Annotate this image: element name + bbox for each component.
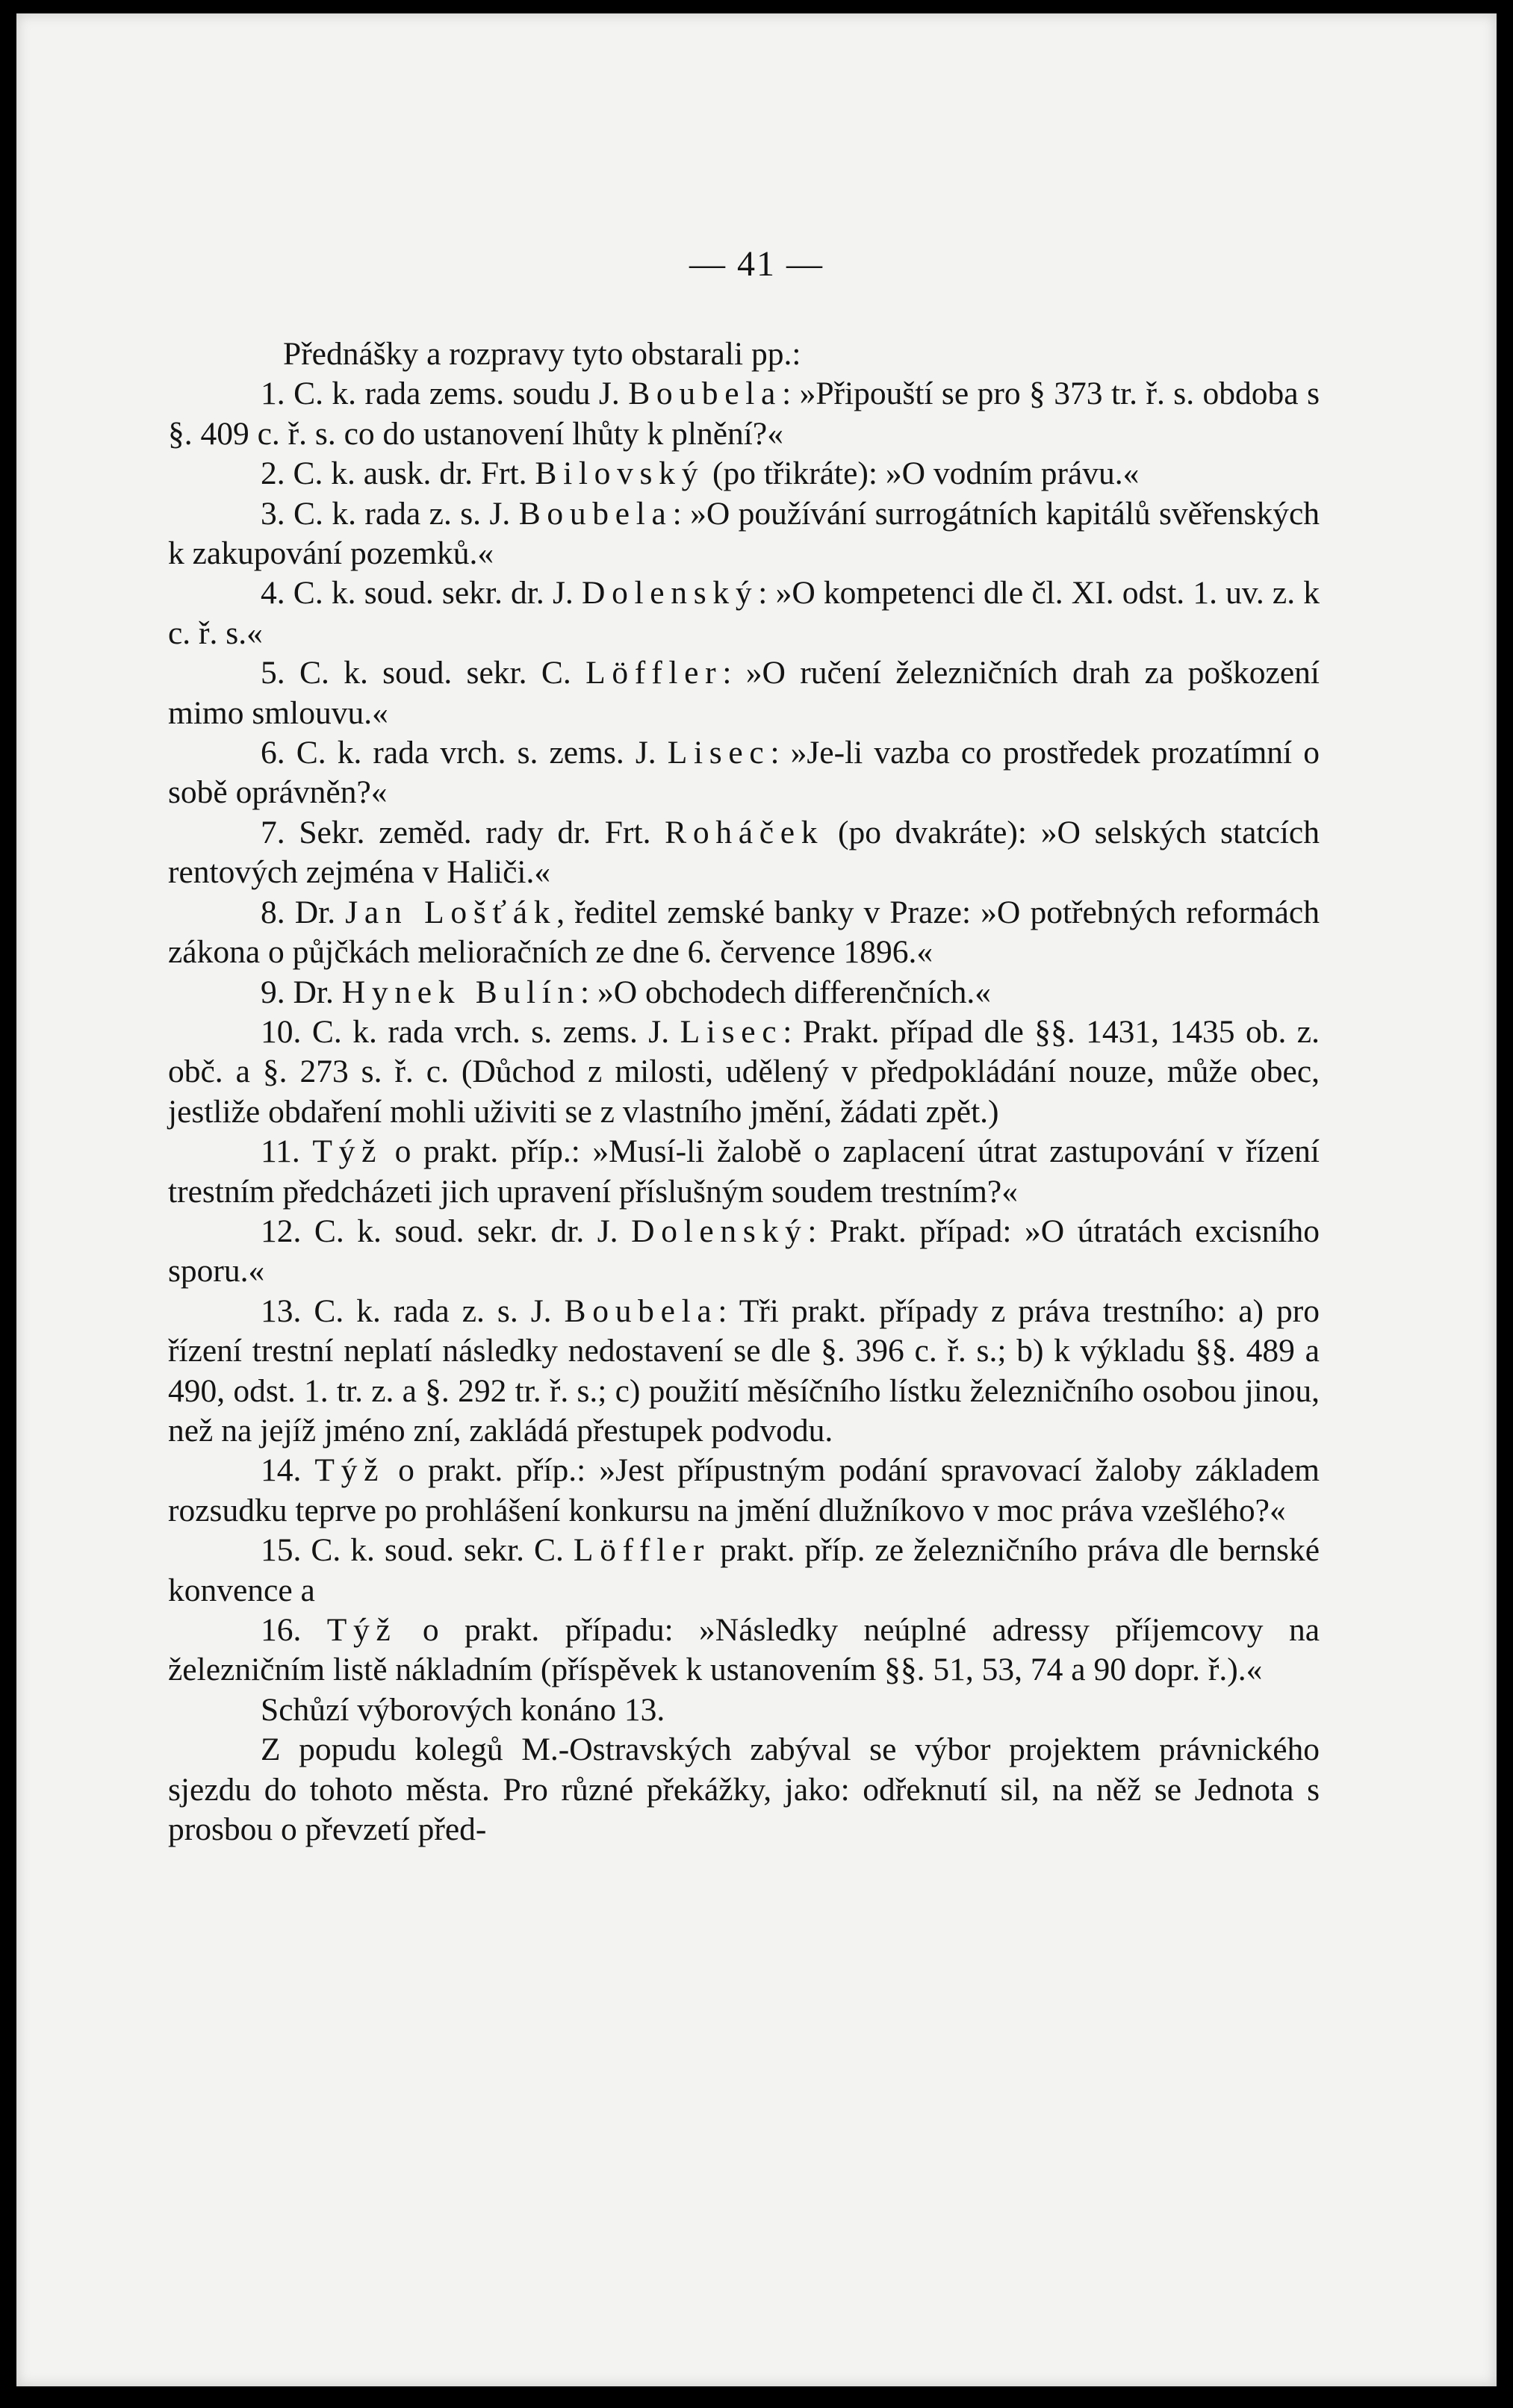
lecturer-name: Hynek Bulín — [341, 974, 580, 1010]
lecture-item-text: : »O ručení železničních drah za poškození mimo smlouvu.« — [168, 655, 1320, 731]
lecturer-name: Löffler — [585, 655, 723, 691]
lecture-item-prefix: 3. C. k. rada z. s. J. — [261, 495, 519, 532]
lecture-item-prefix: 15. C. k. soud. sekr. C. — [261, 1532, 574, 1569]
lecture-item — [168, 813, 1320, 893]
lecture-item — [168, 1132, 1320, 1212]
lecture-item-prefix: 11. — [261, 1133, 313, 1170]
intro-line: Přednášky a rozpravy tyto obstarali pp.: — [283, 336, 801, 372]
lecture-item — [168, 973, 1320, 1012]
lecturer-name: Lisec — [680, 1013, 783, 1050]
lecture-item-text: o prakt. případu: »Následky neúplné adressy příjemcovy na železničním listě nákladním (příspěvek k ustanovením §§. 51, 53, 74 a 90 dopr. ř.).« — [168, 1612, 1320, 1688]
lecture-list — [168, 374, 1320, 1690]
lecture-item — [168, 1531, 1320, 1611]
lecture-item — [168, 374, 1320, 454]
lecture-item-text: (po dvakráte): »O selských statcích rentových zejména v Haliči.« — [168, 814, 1320, 891]
lecturer-name: Löffler — [573, 1532, 711, 1569]
lecturer-name: Bilovský — [535, 455, 705, 492]
lecture-item-prefix: 5. C. k. soud. sekr. C. — [261, 655, 586, 691]
lecture-item-text: , ředitel zemské banky v Praze: »O potřebných reformách zákona o půjčkách melioračních ze dne 6. července 1896.« — [168, 894, 1320, 971]
lecture-item — [168, 893, 1320, 973]
lecture-item-text: : »O používání surrogátních kapitálů svěřenských k zakupování pozemků.« — [168, 495, 1320, 572]
lecture-item-prefix: 8. Dr. — [261, 894, 346, 930]
lecturer-name: Boubela — [518, 495, 673, 532]
lecture-item-text: : Prakt. případ: »O útratách excisního sporu.« — [168, 1213, 1320, 1289]
lecturer-name: Týž — [312, 1133, 383, 1170]
lecture-item-prefix: 2. C. k. ausk. dr. Frt. — [261, 455, 535, 492]
lecture-item-prefix: 9. Dr. — [261, 974, 342, 1010]
lecture-item-prefix: 14. — [261, 1452, 315, 1489]
lecture-item — [168, 653, 1320, 733]
lecture-item-text: (po třikráte): »O vodním právu.« — [704, 455, 1140, 492]
lecture-item-prefix: 7. Sekr. zeměd. rady dr. Frt. — [261, 814, 665, 850]
lecturer-name: Jan Lošťák — [345, 894, 557, 930]
lecture-item-text: : »Je-li vazba co prostředek prozatímní o sobě oprávněn?« — [168, 735, 1320, 811]
lecture-item — [168, 1012, 1320, 1132]
lecture-item — [168, 1451, 1320, 1531]
lecture-item — [168, 454, 1320, 494]
page-number: — 41 — — [689, 244, 824, 284]
lecturer-name: Dolenský — [631, 1213, 808, 1249]
lecture-item-prefix: 13. C. k. rada z. s. J. — [261, 1292, 565, 1329]
lecturer-name: Týž — [314, 1452, 385, 1489]
lecture-item-text: prakt. příp. ze železničního práva dle bernské konvence a — [168, 1532, 1320, 1608]
lecture-item-prefix: 12. C. k. soud. sekr. dr. J. — [261, 1213, 632, 1249]
lecture-item-text: o prakt. příp.: »Musí-li žalobě o zaplacení útrat zastupování v řízení trestním předcházeti jich upravení příslušným soudem trestním?« — [168, 1133, 1320, 1210]
lecture-item-text: : Prakt. případ dle §§. 1431, 1435 ob. z. obč. a §. 273 s. ř. c. (Důchod z milosti, udělený v předpokládání nouze, může obec, jestliže obdaření mohli uživiti se z vlastního jmění, žádati zpět.) — [168, 1013, 1320, 1130]
lecture-item-text: : »O obchodech differenčních.« — [580, 974, 991, 1010]
book-page — [16, 13, 1497, 2386]
lecturer-name: Roháček — [665, 814, 824, 850]
lecture-item-prefix: 1. C. k. rada zems. soudu J. — [261, 376, 629, 412]
lecturer-name: Boubela — [628, 376, 783, 412]
lecture-item-prefix: 16. — [261, 1612, 327, 1648]
lecture-item — [168, 733, 1320, 813]
lecture-item-text: : »Připouští se pro § 373 tr. ř. s. obdoba s §. 409 c. ř. s. co do ustanovení lhůty k plnění?« — [168, 376, 1320, 452]
lecture-item-prefix: 10. C. k. rada vrch. s. zems. J. — [261, 1013, 680, 1050]
lecture-item — [168, 1611, 1320, 1690]
lecture-item — [168, 494, 1320, 574]
meetings-line: Schůzí výborových konáno 13. — [261, 1691, 665, 1728]
lecturer-name: Boubela — [564, 1292, 718, 1329]
lecture-item-prefix: 4. C. k. soud. sekr. dr. J. — [261, 575, 582, 612]
lecture-item — [168, 573, 1320, 653]
lecture-item-text: o prakt. příp.: »Jest přípustným podání spravovací žaloby základem rozsudku teprve po prohlášení konkursu na jmění dlužníkovo v moc práva vzešlého?« — [168, 1452, 1320, 1528]
lecture-item-text: : Tři prakt. případy z práva trestního: a) pro řízení trestní neplatí následky nedostavení se dle §. 396 c. ř. s.; b) k výkladu §§. 489 a 490, odst. 1. tr. z. a §. 292 tr. ř. s.; c) použití měsíčního lístku železničního osobou jinou, než na jejíž jméno zní, zakládá přestupek podvodu. — [168, 1292, 1320, 1449]
page-text — [168, 335, 1320, 1849]
lecturer-name: Dolenský — [581, 575, 759, 612]
final-paragraph: Z popudu kolegů M.-Ostravských zabýval se výbor projektem právnického sjezdu do tohoto města. Pro různé překážky, jako: odřeknutí sil, na něž se Jednota s prosbou o převzetí před- — [168, 1732, 1320, 1848]
lecturer-name: Týž — [326, 1612, 397, 1648]
lecture-item-prefix: 6. C. k. rada vrch. s. zems. J. — [261, 735, 668, 771]
lecture-item — [168, 1292, 1320, 1452]
lecturer-name: Lisec — [667, 735, 771, 771]
lecture-item — [168, 1212, 1320, 1292]
lecture-item-text: : »O kompetenci dle čl. XI. odst. 1. uv. z. k c. ř. s.« — [168, 575, 1320, 651]
